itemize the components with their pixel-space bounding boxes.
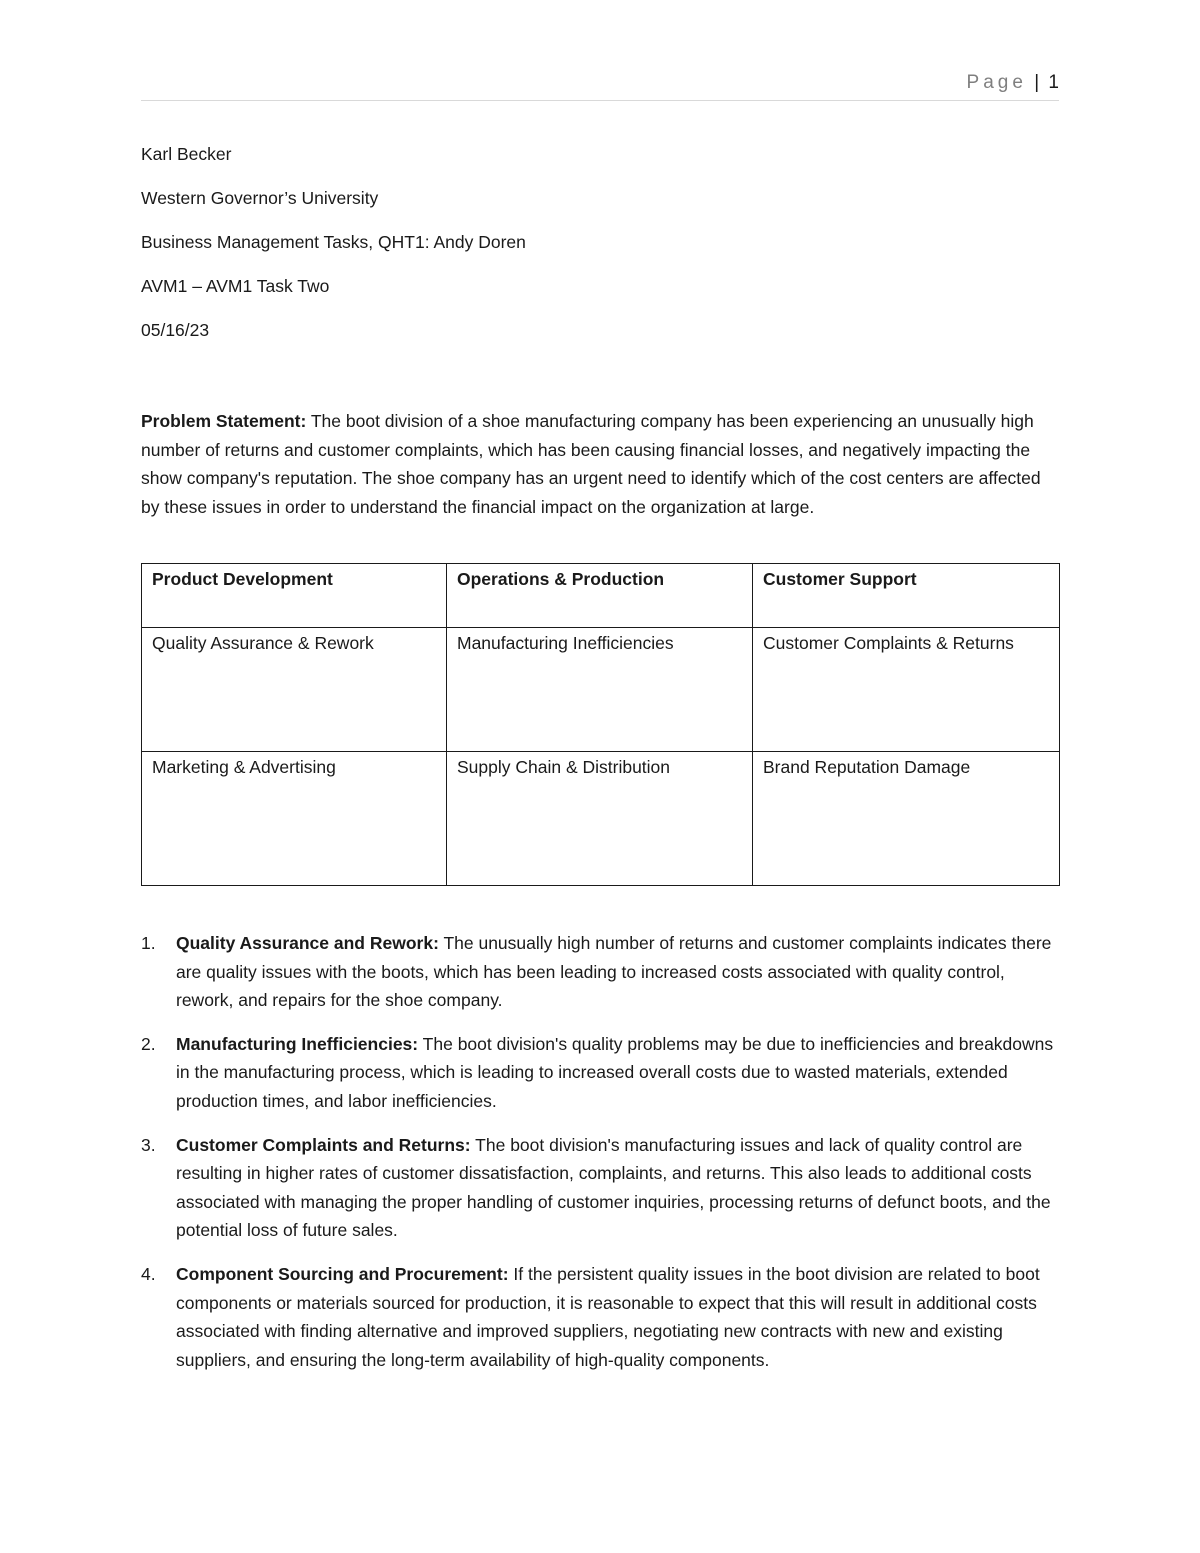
table-cell: Quality Assurance & Rework: [142, 628, 447, 752]
list-item-term: Manufacturing Inefficiencies:: [176, 1033, 419, 1054]
list-item-term: Customer Complaints and Returns:: [176, 1134, 471, 1155]
problem-statement: [141, 407, 1061, 521]
page-number: 1: [1048, 72, 1059, 93]
table-header-cell: Operations & Production: [447, 564, 753, 628]
page-separator: |: [1034, 72, 1040, 93]
list-item-number: 2.: [141, 1033, 156, 1054]
list-item: [141, 929, 1061, 1015]
list-item-text: The unusually high number of returns and customer complaints indicates there are quality issues with the boots, which has been leading to increased costs associated with quality control, rework, and repairs for the shoe company.: [176, 933, 1052, 1011]
list-item-text: If the persistent quality issues in the boot division are related to boot components or materials sourced for production, it is reasonable to expect that this will result in additional costs associated with finding alternative and improved suppliers, negotiating new contracts with new and existing suppliers, and ensuring the long-term availability of high-quality components.: [176, 1263, 1040, 1370]
institution-name: Western Governor’s University: [141, 188, 379, 208]
problem-statement-label: Problem Statement:: [141, 411, 307, 431]
table-cell: Customer Complaints & Returns: [753, 628, 1060, 752]
list-item-term: Quality Assurance and Rework:: [176, 933, 439, 953]
task-name: AVM1 – AVM1 Task Two: [141, 276, 330, 296]
table-row: [142, 752, 1060, 886]
table-cell: Brand Reputation Damage: [753, 752, 1060, 886]
page-number-label: [967, 72, 1059, 94]
author-name: Karl Becker: [141, 144, 232, 164]
table-cell: Marketing & Advertising: [142, 752, 447, 886]
list-item: [141, 1030, 1061, 1116]
list-item: [141, 1260, 1061, 1374]
table-cell: Manufacturing Inefficiencies: [447, 628, 753, 752]
document-date: 05/16/23: [141, 320, 210, 340]
list-item-text: The boot division's quality problems may be due to inefficiencies and breakdowns in the manufacturing process, which is leading to increased overall costs due to wasted materials, extended production times, and labor inefficiencies.: [176, 1033, 1054, 1111]
table-header-cell: Product Development: [142, 564, 447, 628]
table-row: [142, 628, 1060, 752]
table-header-row: [142, 564, 1060, 628]
page-header: [141, 72, 1059, 101]
document-meta: [141, 143, 526, 363]
table-cell: Supply Chain & Distribution: [447, 752, 753, 886]
table-header-cell: Customer Support: [753, 564, 1060, 628]
list-item-text: The boot division's manufacturing issues and lack of quality control are resulting in higher rates of customer dissatisfaction, complaints, and returns. This also leads to additional costs associated with managing the proper handling of customer inquiries, processing returns of defunct boots, and the potential loss of future sales.: [176, 1134, 1051, 1241]
problem-statement-text: The boot division of a shoe manufacturing company has been experiencing an unusually high number of returns and customer complaints, which has been causing financial losses, and negatively impacting the show company's reputation. The shoe company has an urgent need to identify which of the cost centers are affected by these issues in order to understand the financial impact on the organization at large.: [141, 411, 1041, 517]
list-item: [141, 1131, 1061, 1245]
list-item-number: 1.: [141, 933, 156, 953]
course-name: Business Management Tasks, QHT1: Andy Doren: [141, 232, 526, 252]
cost-centers-table: [141, 563, 1060, 886]
findings-list: [141, 929, 1061, 1389]
list-item-number: 3.: [141, 1134, 156, 1155]
list-item-number: 4.: [141, 1263, 156, 1284]
page-word: Page: [966, 72, 1027, 93]
list-item-term: Component Sourcing and Procurement:: [176, 1263, 509, 1284]
